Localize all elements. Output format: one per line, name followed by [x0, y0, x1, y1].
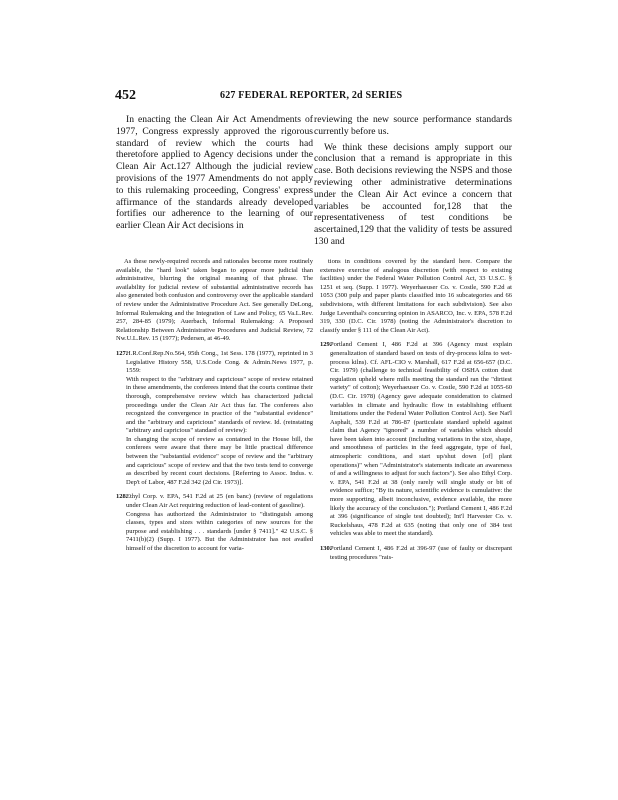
body-paragraph: We think these decisions amply support our conclusion that a remand is appropriate in this case. Both decisions reviewing the NSPS and those reviewing other administrative determinations under the Clean Air Act evince a concern that variables be accounted for,128 that the representativeness of test conditions be ascertained,129 that the validity of tests be assured 130 and [314, 141, 512, 247]
body-column-right [314, 114, 512, 248]
page-number: 452 [115, 88, 136, 103]
footnote-number: 128. [116, 493, 128, 501]
footnote-number: 127. [116, 349, 128, 357]
footnote-text: Portland Cement I, 486 F.2d at 396 (Agency must explain generalization of standard based on tests of dry-process kilns to wet-process kilns). Cf. AFL-CIO v. Marshall, 617 F.2d at 656-657 (D.C. Cir. 1979) (challenge to technical feasibility of OSHA cotton dust regulation upheld where mills meeting the standard ran the "dirtiest variety" of cotton); Weyerhaeuser Co. v. Costle, 590 F.2d at 1055-60 (D.C. Cir. 1978) (Agency gave adequate consideration to claimed variables in climate and hydraulic flow in establishing effluent limitations under the Federal Water Pollution Control Act). See Nat'l Asphalt, 539 F.2d at 786-87 (particulate standard upheld against claim that Agency "ignored" a number of variables which should have been taken into account (including variations in the size, shape, and smoothness of particles in the feed aggregate, type of fuel, atmospheric conditions, and start up/shut down [of] plant operations)" when "Administrator's statements indicate an awareness of and a willingness to adjust for such factors"). See also Ethyl Corp. v. EPA, 541 F.2d at 38 (only rarely will single study or bit of evidence suffice; "By its nature, scientific evidence is cumulative: the more supporting, albeit inconclusive, evidence available, the more likely the accuracy of the conclusion."); Portland Cement I, 486 F.2d at 396 (significance of single test doubted); Int'l Harvester Co. v. Ruckelshaus, 478 F.2d at 635 (noting that only one of 384 test vehicles was able to meet the standard). [330, 341, 512, 538]
body-paragraph: In enacting the Clean Air Act Amendments of 1977, Congress expressly approved the rigorous standard of review which the courts had theretofore applied to Agency decisions under the Clean Air Act.127 Although the judicial review provisions of the 1977 Amendments do not apply to this rulemaking proceeding, Congress' express affirmance of the standards already developed fortifies our adherence to the learning of our earlier Clean Air Act decisions in [116, 114, 313, 232]
footnote-128 [116, 493, 313, 510]
body-paragraph: reviewing the new source performance standards currently before us. [314, 114, 512, 137]
footnote-continuation: As these newly-required records and rationales become more routinely available, the "hard look" taken began to appear more judicial than administrative, blurring the original meaning of that phrase. The availability for judicial review of substantial administrative records has also generated both confusion and controversy over the applicable standard of review under the Administrative Procedure Act. See generally DeLong, Informal Rulemaking and the Integration of Law and Policy, 65 Va.L.Rev. 257, 284-85 (1979); Auerbach, Informal Rulemaking: A Proposed Relationship Between Administrative Procedures and Judicial Review, 72 Nw.U.L.Rev. 15 (1977); Pedersen, at 46-49. [116, 258, 313, 343]
footnote-number: 129. [320, 341, 332, 349]
body-column-left [116, 114, 313, 232]
running-title: 627 FEDERAL REPORTER, 2d SERIES [220, 90, 403, 101]
footnote-continuation: tions in conditions covered by the standard here. Compare the extensive exercise of analogous discretion (with respect to existing facilities) under the Federal Water Pollution Control Act, 33 U.S.C. § 1251 et seq. (Supp. I 1977). Weyerhaeuser Co. v. Costle, 590 F.2d at 1053 (300 pulp and paper plants classified into 16 subcategories and 66 subdivisions, with different limitations for each subdivision). See also Judge Leventhal's concurring opinion in ASARCO, Inc. v. EPA, 578 F.2d 319, 330 (D.C. Cir. 1978) (noting the Administrator's discretion to classify under § 111 of the Clean Air Act). [320, 258, 512, 334]
footnote-129 [320, 341, 512, 539]
footnotes-column-left [116, 258, 313, 554]
footnote-text: Ethyl Corp. v. EPA, 541 F.2d at 25 (en banc) (review of regulations under Clean Air Act requiring reduction of lead-content of gasoline). [126, 493, 313, 510]
footnote-text: H.R.Conf.Rep.No.564, 95th Cong., 1st Sess. 178 (1977), reprinted in 3 Legislative History 558, U.S.Code Cong. & Admin.News 1977, p. 1559: [126, 349, 313, 375]
footnote-text: Portland Cement I, 486 F.2d at 396-97 (use of faulty or discrepant testing procedures "rais- [330, 545, 512, 561]
footnote-127-quote: In changing the scope of review as contained in the House bill, the conferees were aware that there may be little practical difference between the "substantial evidence" scope of review and the "arbitrary and capricious" scope of review and that the two tests tend to converge as described by recent court decisions. [Referring to Assoc. Indus. v. Dep't of Labor, 487 F.2d 342 (2d Cir. 1973)]. [126, 435, 313, 486]
page-header [115, 88, 535, 106]
footnote-128-text: Congress has authorized the Administrator to "distinguish among classes, types and sizes within categories of new sources for the purpose and establishing . . . standards [under § 7411]." 42 U.S.C. § 7411(b)(2) (Supp. I 1977). But the Administrator has not availed himself of the discretion to account for varia- [126, 510, 313, 552]
footnote-127 [116, 350, 313, 376]
footnote-127-quote: With respect to the "arbitrary and capricious" scope of review retained in these amendments, the conferees intend that the courts continue their thorough, comprehensive review which has characterized judicial proceedings under the Clean Air Act thus far. The conferees also recognized the convergence in practice of the "substantial evidence" and the "arbitrary and capricious" standards of review. Id. (reinstating "arbitrary and capricious" standard of review): [126, 375, 313, 435]
footnotes-column-right [320, 258, 512, 562]
footnote-number: 130. [320, 545, 332, 552]
footnote-130 [320, 545, 512, 562]
